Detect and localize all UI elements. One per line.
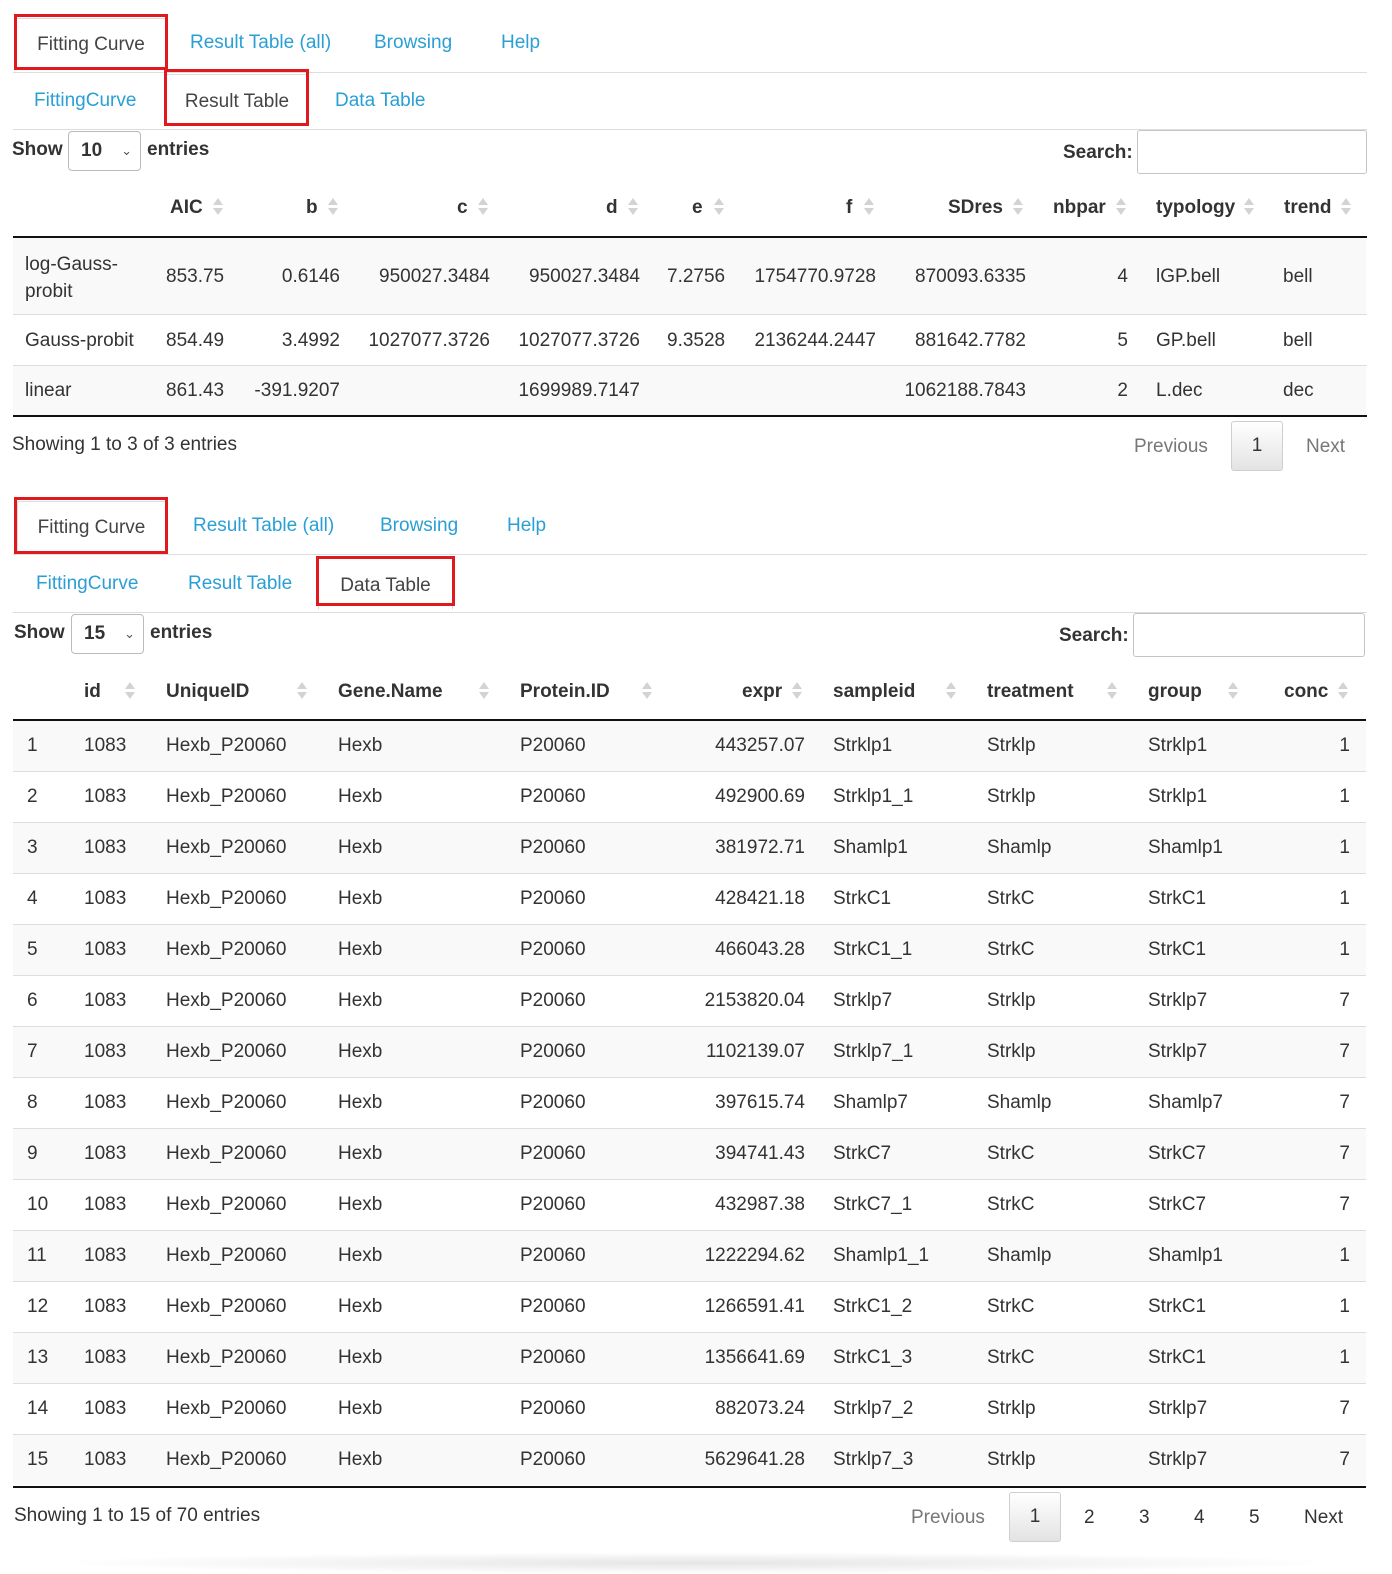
- page-button-current[interactable]: 1: [1009, 1492, 1061, 1542]
- cell-id: 1083: [84, 1347, 127, 1368]
- search-label: Search:: [1063, 142, 1133, 163]
- cell-d: 1027077.3726: [518, 330, 640, 351]
- cell-row-index: 5: [27, 939, 38, 960]
- cell-typology: L.dec: [1156, 380, 1203, 401]
- cell-id: 1083: [84, 1296, 127, 1317]
- cell-id: 1083: [84, 888, 127, 909]
- entries-label: entries: [147, 139, 210, 160]
- sort-icon[interactable]: [792, 682, 802, 699]
- tab-fitting-curve[interactable]: Fitting Curve: [16, 18, 166, 70]
- page-button-3[interactable]: 3: [1139, 1507, 1150, 1528]
- column-header-nbpar[interactable]: nbpar: [1053, 197, 1106, 218]
- cell-e: 9.3528: [667, 330, 726, 351]
- cell-sampleid: Shamlp1_1: [833, 1245, 930, 1266]
- cell-id: 1083: [84, 786, 127, 807]
- cell-treatment: StrkC: [987, 1194, 1035, 1215]
- sort-icon[interactable]: [297, 682, 307, 699]
- sort-icon[interactable]: [946, 682, 956, 699]
- cell-typology: GP.bell: [1156, 330, 1216, 351]
- column-header-typology[interactable]: typology: [1156, 197, 1236, 218]
- cell-sampleid: StrkC1_3: [833, 1347, 913, 1368]
- cell-uniqueid: Hexb_P20060: [166, 939, 287, 960]
- cell-conc: 1: [1339, 735, 1350, 756]
- table-bottom-border: [13, 415, 1367, 417]
- model-name: linear: [25, 380, 72, 401]
- cell-group: Strklp7: [1148, 1041, 1208, 1062]
- cell-id: 1083: [84, 735, 127, 756]
- cell-sampleid: StrkC7: [833, 1143, 892, 1164]
- model-name: log-Gauss-probit: [25, 254, 118, 302]
- cell-expr: 1102139.07: [706, 1041, 805, 1062]
- table-row[interactable]: [13, 925, 1366, 975]
- cell-b: 0.6146: [281, 266, 340, 287]
- cell-conc: 7: [1339, 1143, 1350, 1164]
- table-row[interactable]: [13, 1078, 1366, 1128]
- cell-treatment: Shamlp: [987, 1245, 1052, 1266]
- cell-protein-id: P20060: [520, 1245, 586, 1266]
- cell-gene-name: Hexb: [338, 735, 383, 756]
- cell-row-index: 12: [27, 1296, 49, 1317]
- tab-data-table[interactable]: Data Table: [335, 90, 426, 111]
- cell-group: StrkC7: [1148, 1194, 1207, 1215]
- cell-protein-id: P20060: [520, 1398, 586, 1419]
- search-label: Search:: [1059, 625, 1129, 646]
- cell-row-index: 15: [27, 1449, 49, 1470]
- column-header-c[interactable]: c: [457, 197, 468, 218]
- table-row[interactable]: [13, 1129, 1366, 1179]
- chevron-down-icon: ⌄: [121, 143, 132, 158]
- cell-conc: 7: [1339, 1194, 1350, 1215]
- cell-sampleid: Strklp7_2: [833, 1398, 914, 1419]
- cell-aic: 854.49: [166, 330, 225, 351]
- cell-protein-id: P20060: [520, 1194, 586, 1215]
- cell-row-index: 4: [27, 888, 38, 909]
- chevron-down-icon: ⌄: [124, 626, 135, 641]
- sort-icon[interactable]: [1338, 682, 1348, 699]
- cell-expr: 1222294.62: [704, 1245, 805, 1266]
- sort-icon[interactable]: [1228, 682, 1238, 699]
- column-header-b[interactable]: b: [306, 197, 318, 218]
- cell-treatment: StrkC: [987, 1347, 1035, 1368]
- cell-gene-name: Hexb: [338, 990, 383, 1011]
- cell-sampleid: Shamlp7: [833, 1092, 908, 1113]
- cell-row-index: 9: [27, 1143, 38, 1164]
- cell-conc: 1: [1339, 1245, 1350, 1266]
- cell-gene-name: Hexb: [338, 1398, 383, 1419]
- cell-protein-id: P20060: [520, 1296, 586, 1317]
- cell-expr: 443257.07: [715, 735, 805, 756]
- column-header-f[interactable]: f: [846, 197, 853, 218]
- cell-conc: 7: [1339, 1092, 1350, 1113]
- cell-uniqueid: Hexb_P20060: [166, 1194, 287, 1215]
- sort-icon[interactable]: [1013, 198, 1023, 215]
- sort-icon[interactable]: [328, 198, 338, 215]
- cell-uniqueid: Hexb_P20060: [166, 990, 287, 1011]
- cell-id: 1083: [84, 1449, 127, 1470]
- sort-icon[interactable]: [628, 198, 638, 215]
- cell-uniqueid: Hexb_P20060: [166, 1143, 287, 1164]
- cell-row-index: 11: [27, 1245, 47, 1266]
- tab-browsing[interactable]: Browsing: [380, 515, 459, 536]
- cell-id: 1083: [84, 990, 127, 1011]
- cell-gene-name: Hexb: [338, 939, 383, 960]
- cell-uniqueid: Hexb_P20060: [166, 735, 287, 756]
- cell-id: 1083: [84, 939, 127, 960]
- cell-protein-id: P20060: [520, 786, 586, 807]
- table-info: Showing 1 to 3 of 3 entries: [12, 434, 237, 455]
- cell-sampleid: StrkC1_2: [833, 1296, 913, 1317]
- cell-treatment: Shamlp: [987, 837, 1052, 858]
- cell-group: Shamlp1: [1148, 1245, 1223, 1266]
- page-button-4[interactable]: 4: [1194, 1507, 1205, 1528]
- cell-row-index: 8: [27, 1092, 38, 1113]
- cell-group: StrkC1: [1148, 1347, 1207, 1368]
- cell-protein-id: P20060: [520, 888, 586, 909]
- cell-uniqueid: Hexb_P20060: [166, 1296, 287, 1317]
- cell-group: StrkC1: [1148, 1296, 1207, 1317]
- cell-trend: dec: [1283, 380, 1314, 401]
- tab-fittingcurve[interactable]: FittingCurve: [36, 573, 139, 594]
- cell-row-index: 3: [27, 837, 38, 858]
- table-row[interactable]: [13, 238, 1366, 314]
- cell-gene-name: Hexb: [338, 888, 383, 909]
- tab-result-table[interactable]: Result Table: [188, 573, 293, 594]
- cell-gene-name: Hexb: [338, 786, 383, 807]
- cell-protein-id: P20060: [520, 990, 586, 1011]
- cell-group: Strklp7: [1148, 990, 1208, 1011]
- sort-icon[interactable]: [714, 198, 724, 215]
- sort-icon[interactable]: [479, 682, 489, 699]
- cell-conc: 7: [1339, 990, 1350, 1011]
- cell-expr: 1356641.69: [704, 1347, 805, 1368]
- cell-row-index: 2: [27, 786, 38, 807]
- cell-uniqueid: Hexb_P20060: [166, 1449, 287, 1470]
- column-header-expr[interactable]: expr: [742, 681, 783, 702]
- model-name: Gauss-probit: [25, 330, 134, 351]
- cell-conc: 1: [1339, 1296, 1350, 1317]
- cell-gene-name: Hexb: [338, 1245, 383, 1266]
- cell-row-index: 1: [27, 735, 38, 756]
- cell-uniqueid: Hexb_P20060: [166, 1347, 287, 1368]
- tabs-divider: [13, 72, 1367, 73]
- cell-conc: 7: [1339, 1449, 1350, 1470]
- column-header-id[interactable]: id: [84, 681, 101, 702]
- cell-treatment: StrkC: [987, 888, 1035, 909]
- cell-d: 950027.3484: [529, 266, 640, 287]
- sort-icon[interactable]: [1116, 198, 1126, 215]
- cell-uniqueid: Hexb_P20060: [166, 888, 287, 909]
- cell-protein-id: P20060: [520, 1041, 586, 1062]
- cell-sdres: 881642.7782: [915, 330, 1026, 351]
- next-button[interactable]: Next: [1304, 1507, 1344, 1528]
- table-row[interactable]: [13, 1282, 1366, 1332]
- cell-expr: 394741.43: [715, 1143, 805, 1164]
- column-header-d[interactable]: d: [606, 197, 618, 218]
- sort-icon[interactable]: [478, 198, 488, 215]
- cell-sampleid: Strklp1_1: [833, 786, 914, 807]
- cell-uniqueid: Hexb_P20060: [166, 1245, 287, 1266]
- column-header-gene-name[interactable]: Gene.Name: [338, 681, 443, 702]
- cell-nbpar: 5: [1117, 330, 1128, 351]
- cell-uniqueid: Hexb_P20060: [166, 786, 287, 807]
- next-button[interactable]: Next: [1306, 436, 1346, 457]
- column-header-treatment[interactable]: treatment: [987, 681, 1074, 702]
- cell-treatment: Strklp: [987, 990, 1036, 1011]
- column-header-conc[interactable]: conc: [1284, 681, 1329, 702]
- cell-id: 1083: [84, 837, 127, 858]
- cell-c: 1027077.3726: [368, 330, 490, 351]
- page-length-value: 15: [84, 623, 106, 644]
- column-header-protein-id[interactable]: Protein.ID: [520, 681, 610, 702]
- cell-f: 1754770.9728: [754, 266, 876, 287]
- cell-conc: 1: [1339, 1347, 1350, 1368]
- sort-icon[interactable]: [213, 198, 223, 215]
- page-button-current[interactable]: 1: [1231, 421, 1283, 471]
- cell-id: 1083: [84, 1398, 127, 1419]
- cell-expr: 882073.24: [715, 1398, 805, 1419]
- cell-expr: 466043.28: [715, 939, 805, 960]
- cell-row-index: 10: [27, 1194, 49, 1215]
- sort-icon[interactable]: [1341, 198, 1351, 215]
- column-header-group[interactable]: group: [1148, 681, 1202, 702]
- cell-gene-name: Hexb: [338, 1347, 383, 1368]
- cell-protein-id: P20060: [520, 939, 586, 960]
- cell-expr: 2153820.04: [704, 990, 805, 1011]
- cell-expr: 428421.18: [715, 888, 805, 909]
- tab-fitting-curve[interactable]: Fitting Curve: [17, 501, 166, 553]
- table-row[interactable]: [13, 315, 1366, 365]
- table-row[interactable]: [13, 1384, 1366, 1434]
- cell-row-index: 6: [27, 990, 38, 1011]
- tab-fittingcurve[interactable]: FittingCurve: [34, 90, 137, 111]
- cell-aic: 853.75: [166, 266, 225, 287]
- search-input[interactable]: [1133, 613, 1365, 657]
- cell-aic: 861.43: [166, 380, 225, 401]
- cell-protein-id: P20060: [520, 1143, 586, 1164]
- cell-group: Strklp7: [1148, 1398, 1208, 1419]
- table-row[interactable]: [13, 721, 1366, 771]
- previous-button[interactable]: Previous: [1134, 436, 1208, 457]
- cell-sampleid: Strklp7_1: [833, 1041, 914, 1062]
- cell-treatment: Shamlp: [987, 1092, 1052, 1113]
- page-length-select[interactable]: [71, 614, 144, 654]
- cell-group: StrkC1: [1148, 888, 1207, 909]
- cell-gene-name: Hexb: [338, 1194, 383, 1215]
- column-header-e[interactable]: e: [692, 197, 703, 218]
- column-header-sdres[interactable]: SDres: [948, 197, 1003, 218]
- cell-protein-id: P20060: [520, 1347, 586, 1368]
- cell-expr: 1266591.41: [704, 1296, 805, 1317]
- cell-group: Strklp1: [1148, 735, 1208, 756]
- table-bottom-border: [13, 1486, 1366, 1488]
- table-row[interactable]: [13, 1231, 1366, 1281]
- tab-result-table-all[interactable]: Result Table (all): [190, 32, 332, 53]
- cell-c: 950027.3484: [379, 266, 490, 287]
- table-row[interactable]: [13, 772, 1366, 822]
- table-row[interactable]: [13, 874, 1366, 924]
- cell-group: Strklp1: [1148, 786, 1208, 807]
- cell-gene-name: Hexb: [338, 1041, 383, 1062]
- page-length-select[interactable]: [68, 131, 141, 171]
- cell-group: StrkC7: [1148, 1143, 1207, 1164]
- cell-expr: 5629641.28: [704, 1449, 805, 1470]
- cell-id: 1083: [84, 1245, 127, 1266]
- cell-trend: bell: [1283, 330, 1313, 351]
- table-row[interactable]: [13, 366, 1366, 415]
- tab-help[interactable]: Help: [501, 32, 541, 53]
- table-row[interactable]: [13, 1435, 1366, 1485]
- table-row[interactable]: [13, 1180, 1366, 1230]
- cell-f: 2136244.2447: [754, 330, 876, 351]
- tab-result-table-all[interactable]: Result Table (all): [193, 515, 335, 536]
- tab-help[interactable]: Help: [507, 515, 547, 536]
- cell-typology: lGP.bell: [1156, 266, 1221, 287]
- bottom-shadow: [40, 1552, 1350, 1574]
- sort-icon[interactable]: [125, 682, 135, 699]
- cell-group: Shamlp7: [1148, 1092, 1223, 1113]
- cell-e: 7.2756: [667, 266, 726, 287]
- cell-conc: 1: [1339, 939, 1350, 960]
- cell-sampleid: StrkC1_1: [833, 939, 913, 960]
- cell-trend: bell: [1283, 266, 1313, 287]
- cell-row-index: 14: [27, 1398, 49, 1419]
- cell-uniqueid: Hexb_P20060: [166, 837, 287, 858]
- cell-id: 1083: [84, 1092, 127, 1113]
- table-row[interactable]: [13, 1333, 1366, 1383]
- sort-icon[interactable]: [1244, 198, 1254, 215]
- cell-protein-id: P20060: [520, 1449, 586, 1470]
- cell-conc: 1: [1339, 786, 1350, 807]
- cell-nbpar: 4: [1117, 266, 1128, 287]
- cell-protein-id: P20060: [520, 735, 586, 756]
- cell-sampleid: Strklp7: [833, 990, 893, 1011]
- search-input[interactable]: [1137, 130, 1367, 174]
- table-info: Showing 1 to 15 of 70 entries: [14, 1505, 261, 1526]
- page-length-value: 10: [81, 140, 103, 161]
- tab-browsing[interactable]: Browsing: [374, 32, 453, 53]
- cell-group: StrkC1: [1148, 939, 1207, 960]
- cell-uniqueid: Hexb_P20060: [166, 1092, 287, 1113]
- cell-id: 1083: [84, 1041, 127, 1062]
- cell-expr: 381972.71: [715, 837, 805, 858]
- table-row[interactable]: [13, 976, 1366, 1026]
- cell-sampleid: Shamlp1: [833, 837, 908, 858]
- cell-conc: 7: [1339, 1041, 1350, 1062]
- cell-sampleid: Strklp1: [833, 735, 893, 756]
- column-header-uniqueid[interactable]: UniqueID: [166, 681, 250, 702]
- cell-sdres: 1062188.7843: [904, 380, 1026, 401]
- cell-treatment: Strklp: [987, 735, 1036, 756]
- cell-treatment: Strklp: [987, 1449, 1036, 1470]
- cell-conc: 7: [1339, 1398, 1350, 1419]
- column-header-aic[interactable]: AIC: [170, 197, 203, 218]
- cell-treatment: StrkC: [987, 939, 1035, 960]
- page-button-5[interactable]: 5: [1249, 1507, 1260, 1528]
- cell-d: 1699989.7147: [518, 380, 640, 401]
- cell-protein-id: P20060: [520, 1092, 586, 1113]
- cell-expr: 397615.74: [715, 1092, 805, 1113]
- cell-b: 3.4992: [281, 330, 340, 351]
- entries-label: entries: [150, 622, 213, 643]
- tabs-divider: [13, 554, 1367, 555]
- cell-row-index: 7: [27, 1041, 38, 1062]
- cell-gene-name: Hexb: [338, 1449, 383, 1470]
- cell-sampleid: StrkC7_1: [833, 1194, 913, 1215]
- cell-gene-name: Hexb: [338, 1092, 383, 1113]
- cell-sampleid: StrkC1: [833, 888, 892, 909]
- cell-nbpar: 2: [1117, 380, 1128, 401]
- show-label: Show: [14, 622, 65, 643]
- cell-conc: 1: [1339, 888, 1350, 909]
- cell-row-index: 13: [27, 1347, 49, 1368]
- cell-protein-id: P20060: [520, 837, 586, 858]
- cell-group: Shamlp1: [1148, 837, 1223, 858]
- sort-icon[interactable]: [1107, 682, 1117, 699]
- cell-conc: 1: [1339, 837, 1350, 858]
- cell-gene-name: Hexb: [338, 1296, 383, 1317]
- tab-result-table[interactable]: Result Table: [166, 74, 308, 126]
- cell-expr: 432987.38: [715, 1194, 805, 1215]
- cell-gene-name: Hexb: [338, 1143, 383, 1164]
- cell-expr: 492900.69: [715, 786, 805, 807]
- cell-gene-name: Hexb: [338, 837, 383, 858]
- cell-b: -391.9207: [254, 380, 340, 401]
- cell-id: 1083: [84, 1194, 127, 1215]
- cell-treatment: StrkC: [987, 1143, 1035, 1164]
- sort-icon[interactable]: [864, 198, 874, 215]
- sort-icon[interactable]: [642, 682, 652, 699]
- cell-treatment: StrkC: [987, 1296, 1035, 1317]
- cell-treatment: Strklp: [987, 1398, 1036, 1419]
- previous-button[interactable]: Previous: [911, 1507, 985, 1528]
- cell-treatment: Strklp: [987, 786, 1036, 807]
- cell-treatment: Strklp: [987, 1041, 1036, 1062]
- cell-uniqueid: Hexb_P20060: [166, 1398, 287, 1419]
- cell-uniqueid: Hexb_P20060: [166, 1041, 287, 1062]
- column-header-sampleid[interactable]: sampleid: [833, 681, 916, 702]
- cell-sampleid: Strklp7_3: [833, 1449, 914, 1470]
- cell-group: Strklp7: [1148, 1449, 1208, 1470]
- page-button-2[interactable]: 2: [1084, 1507, 1095, 1528]
- cell-id: 1083: [84, 1143, 127, 1164]
- column-header-trend[interactable]: trend: [1284, 197, 1332, 218]
- cell-sdres: 870093.6335: [915, 266, 1026, 287]
- show-label: Show: [12, 139, 63, 160]
- table-row[interactable]: [13, 1027, 1366, 1077]
- table-row[interactable]: [13, 823, 1366, 873]
- tab-data-table[interactable]: Data Table: [318, 558, 453, 610]
